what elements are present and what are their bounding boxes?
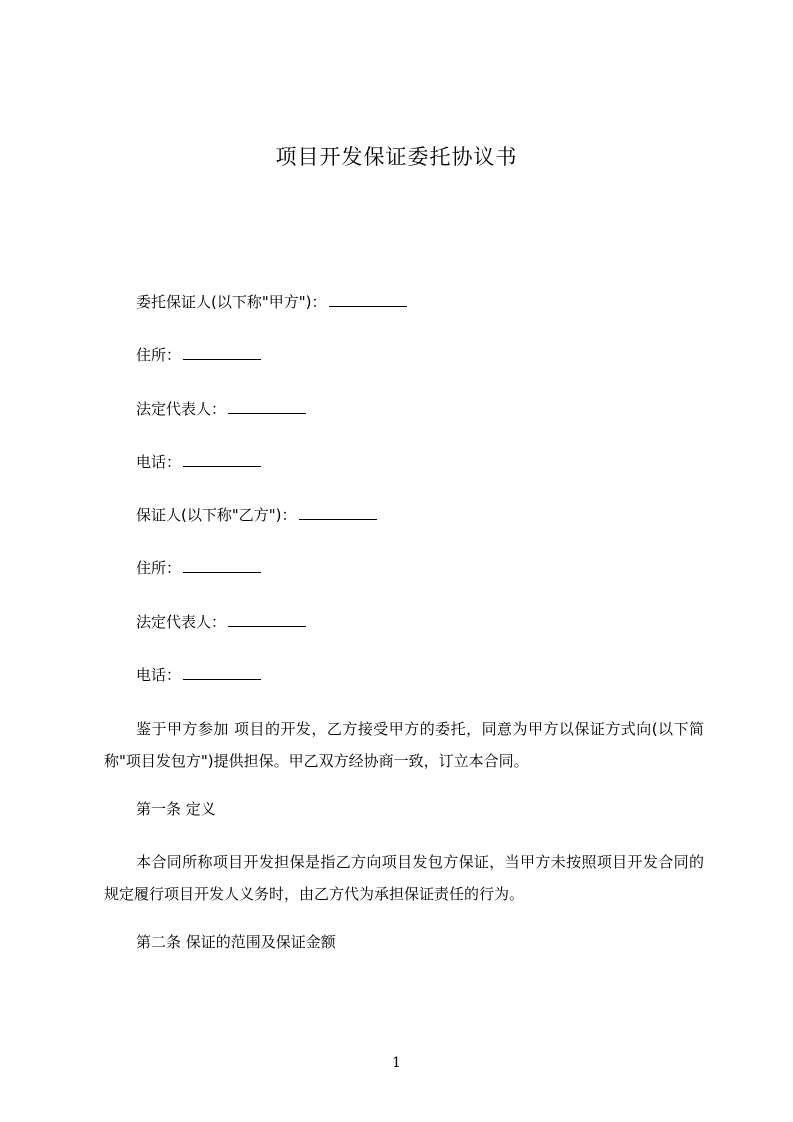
party-b-address-blank <box>183 560 261 573</box>
article-1-body: 本合同所称项目开发担保是指乙方向项目发包方保证，当甲方未按照项目开发合同的规定履行项目开发人义务时，由乙方代为承担保证责任的行为。 <box>104 853 704 903</box>
party-a-label: 委托保证人(以下称"甲方")： <box>136 293 327 311</box>
party-b-blank <box>299 507 377 520</box>
preamble-paragraph: 鉴于甲方参加 项目的开发，乙方接受甲方的委托，同意为甲方以保证方式向(以下简称"项目发包方")提供担保。甲乙双方经协商一致，订立本合同。 <box>104 720 704 770</box>
page-number: 1 <box>392 1055 401 1071</box>
party-a-phone-blank <box>183 454 261 467</box>
party-b-line <box>136 504 377 526</box>
party-b-phone-blank <box>183 667 261 680</box>
party-a-rep-line <box>136 398 306 420</box>
party-b-address-label: 住所： <box>136 559 182 577</box>
party-b-rep-blank <box>228 614 306 627</box>
party-b-phone-label: 电话： <box>136 666 182 684</box>
party-a-address-line <box>136 344 261 366</box>
party-a-address-blank <box>183 347 261 360</box>
party-b-address-line <box>136 557 261 579</box>
party-b-rep-label: 法定代表人： <box>136 613 227 631</box>
party-a-phone-line <box>136 451 261 473</box>
party-b-rep-line <box>136 611 306 633</box>
party-a-line <box>136 291 407 313</box>
party-a-address-label: 住所： <box>136 346 182 364</box>
article-1-heading: 第一条 定义 <box>136 800 216 818</box>
article-2-heading: 第二条 保证的范围及保证金额 <box>136 933 336 951</box>
party-a-rep-label: 法定代表人： <box>136 400 227 418</box>
party-b-label: 保证人(以下称"乙方")： <box>136 506 297 524</box>
document-title: 项目开发保证委托协议书 <box>275 145 518 169</box>
party-b-phone-line <box>136 664 261 686</box>
party-a-phone-label: 电话： <box>136 453 182 471</box>
party-a-blank <box>329 294 407 307</box>
party-a-rep-blank <box>228 401 306 414</box>
